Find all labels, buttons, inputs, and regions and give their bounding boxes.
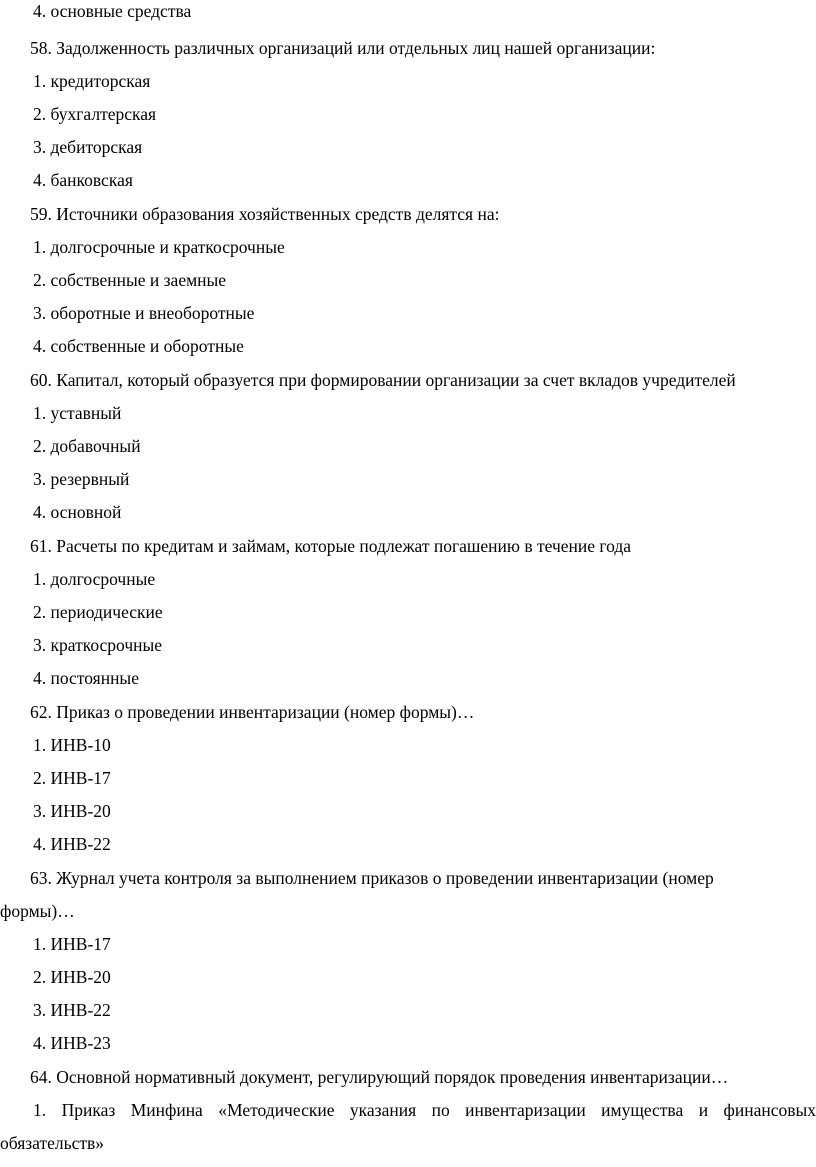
option-text: 2. периодические — [33, 602, 163, 622]
option-text: 3. оборотные и внеоборотные — [33, 303, 255, 323]
option-text: 3. ИНВ-22 — [33, 1000, 111, 1020]
option-text: 4. ИНВ-22 — [33, 834, 111, 854]
option-text: 4. постоянные — [33, 668, 139, 688]
question-text: 64. Основной нормативный документ, регулирующий порядок проведения инвентаризации… — [30, 1067, 729, 1087]
option-text: 4. основные средства — [33, 1, 192, 21]
option-text: 1. уставный — [33, 403, 122, 423]
question-text: 58. Задолженность различных организаций или отдельных лиц нашей организации: — [30, 38, 656, 58]
option-text: 3. дебиторская — [33, 137, 143, 157]
option-text: 2. ИНВ-20 — [33, 967, 111, 987]
option-text: 4. собственные и оборотные — [33, 336, 244, 356]
question-text: 59. Источники образования хозяйственных средств делятся на: — [30, 204, 500, 224]
option-text: 2. бухгалтерская — [33, 104, 157, 124]
option-text: 3. краткосрочные — [33, 635, 163, 655]
option-text: 1. ИНВ-10 — [33, 735, 111, 755]
question-text: 61. Расчеты по кредитам и займам, которые подлежат погашению в течение года — [30, 536, 632, 556]
option-continuation-text: обязательств» — [0, 1133, 105, 1153]
option-text: 3. резервный — [33, 469, 130, 489]
option-text: 1. долгосрочные — [33, 569, 156, 589]
option-text: 2. добавочный — [33, 436, 141, 456]
question-text: 63. Журнал учета контроля за выполнением приказов о проведении инвентаризации (номер — [30, 868, 714, 888]
option-text: 2. ИНВ-17 — [33, 768, 111, 788]
option-text: 3. ИНВ-20 — [33, 801, 111, 821]
option-text: 1. долгосрочные и краткосрочные — [33, 237, 285, 257]
question-text: 60. Капитал, который образуется при формировании организации за счет вкладов учредителей — [30, 370, 736, 390]
option-text: 2. собственные и заемные — [33, 270, 227, 290]
option-text: 4. ИНВ-23 — [33, 1033, 111, 1053]
option-text: 1. кредиторская — [33, 71, 151, 91]
question-text: 62. Приказ о проведении инвентаризации (номер формы)… — [30, 702, 475, 722]
question-continuation-text: формы)… — [0, 901, 75, 921]
option-text: 1. ИНВ-17 — [33, 934, 111, 954]
option-text: 4. банковская — [33, 170, 133, 190]
option-text: 1. Приказ Минфина «Методические указания по инвентаризации имущества и финансовых — [33, 1100, 816, 1120]
option-text: 4. основной — [33, 502, 122, 522]
